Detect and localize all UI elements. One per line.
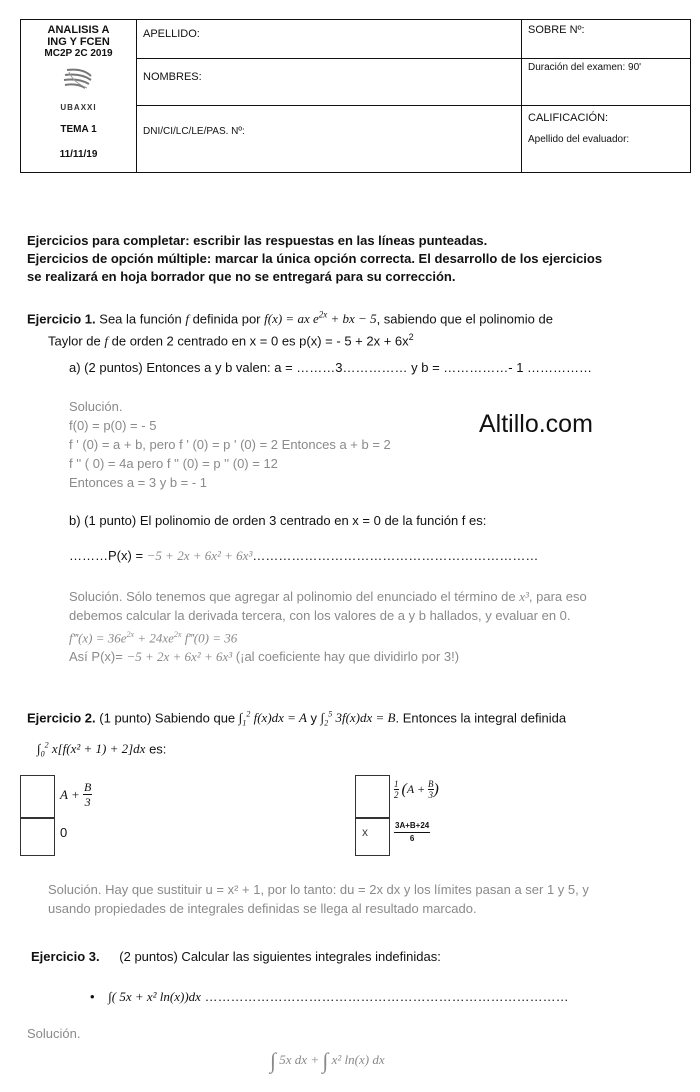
- sol-b-line-2: debemos calcular la derivada tercera, con los valores de a y b hallados, y evaluar en 0.: [69, 608, 571, 623]
- ej1-exp: 2: [408, 332, 414, 343]
- option-b-checkbox[interactable]: [355, 775, 390, 819]
- ej2-intro-c: . Entonces la integral definida: [395, 710, 567, 726]
- ej2-integral-b: $\int_2^5$ 3f(x)dx = B: [320, 710, 396, 728]
- sol-b-poly: −5 + 2x + 6x² + 6x³: [126, 649, 233, 665]
- exam-date: 11/11/19: [59, 149, 98, 160]
- option-d-numerator: 3A+B+24: [394, 820, 430, 833]
- dni-label: DNI/CI/LC/LE/PAS. Nº:: [143, 126, 245, 137]
- calificacion-cell[interactable]: [522, 106, 691, 173]
- duracion-cell: [522, 59, 691, 106]
- option-d-checkbox[interactable]: [355, 817, 390, 856]
- ej1-intro-l2b: de orden 2 centrado en x = 0 es p(x) = - 5 + 2x + 6x: [111, 333, 409, 349]
- sobre-label: SOBRE Nº:: [528, 24, 585, 36]
- option-b-label: $\frac{1}{2}$ (A + $\frac{B}{3}$ ): [394, 779, 439, 800]
- bullet-icon: •: [90, 989, 95, 1004]
- b-answer-math: −5 + 2x + 6x² + 6x³: [146, 548, 253, 563]
- watermark: Altillo.com: [479, 410, 593, 438]
- ej1-intro-c: , sabiendo que el polinomio de: [376, 311, 553, 327]
- tema: TEMA 1: [60, 124, 97, 135]
- option-c-label: 0: [60, 825, 68, 840]
- ej3-dots: …………………………………………………………………………: [204, 989, 569, 1004]
- option-a-checkbox[interactable]: [20, 775, 55, 819]
- course-line-1: ANALISIS A: [47, 24, 110, 36]
- ej1-solution-b: [69, 587, 679, 666]
- ejercicio-1-title: Ejercicio 1.: [27, 311, 96, 327]
- ejercicio-3-statement: [31, 949, 441, 964]
- sol-a-line-4: f '' ( 0) = 4a pero f '' (0) = p '' (0) = 12: [69, 456, 278, 471]
- ej1-part-a[interactable]: a) (2 puntos) Entonces a y b valen: a = ………3…………… y b = ……………- 1 ……………: [69, 360, 593, 375]
- ej1-intro-a: Sea la función: [99, 311, 182, 327]
- nombres-label: NOMBRES:: [143, 71, 202, 83]
- ej1-part-b: b) (1 punto) El polinomio de orden 3 centrado en x = 0 de la función f es:: [69, 513, 487, 528]
- sol-b-line-1b: , para eso: [528, 589, 587, 604]
- ej2-integral-a: $\int_1^2$ f(x)dx = A: [238, 710, 307, 728]
- ej2-target-integral: $\int_0^2$ x[f(x² + 1) + 2]dx: [37, 740, 146, 759]
- ubaxxi-logo-icon: [49, 66, 109, 98]
- ej3-item-1[interactable]: [90, 989, 569, 1005]
- ej1-part-b-answer[interactable]: [69, 548, 538, 564]
- instructions-line-1: Ejercicios para completar: escribir las respuestas en las líneas punteadas.: [27, 233, 488, 248]
- ej3-text: (2 puntos) Calcular las siguientes integrales indefinidas:: [119, 949, 441, 964]
- dni-cell[interactable]: [137, 106, 522, 173]
- sol-b-line-1: Solución. Sólo tenemos que agregar al polinomio del enunciado el término de: [69, 589, 516, 604]
- course-line-2: ING Y FCEN: [47, 36, 110, 48]
- sol-a-line-1: Solución.: [69, 399, 123, 414]
- duracion-label: Duración del examen: 90': [528, 62, 642, 73]
- option-d-denominator: 6: [409, 834, 415, 843]
- instructions: [27, 232, 677, 286]
- sol-b-line-4a: Así P(x)=: [69, 649, 123, 665]
- apellido-label: APELLIDO:: [143, 28, 200, 40]
- sol-a-line-2: f(0) = p(0) = - 5: [69, 418, 157, 433]
- option-d-label: [394, 820, 430, 845]
- b-answer-dots: …………………………………………………………: [252, 548, 539, 563]
- ej1-f-2: f: [104, 333, 108, 349]
- ubaxxi-logo: [49, 66, 109, 112]
- exam-header-table: [20, 19, 691, 173]
- b-answer-prefix: ………P(x) =: [69, 548, 147, 563]
- ejercicio-3-title: Ejercicio 3.: [31, 949, 100, 964]
- evaluador-label: Apellido del evaluador:: [528, 134, 630, 145]
- ejercicio-2-statement: [27, 704, 672, 766]
- ej2-intro-d: es:: [149, 741, 167, 757]
- nombres-cell[interactable]: [137, 59, 522, 106]
- ej3-solution-label: Solución.: [27, 1026, 81, 1041]
- ej1-intro-l2a: Taylor de: [48, 333, 101, 349]
- ej2-sol-line-1: Solución. Hay que sustituir u = x² + 1, por lo tanto: du = 2x dx y los límites pasan a ser 1 y 5, y: [48, 882, 589, 897]
- instructions-line-2: Ejercicios de opción múltiple: marcar la única opción correcta. El desarrollo de los ejercicios: [27, 251, 603, 266]
- ej3-solution-expr: ∫ 5x dx + ∫ x² ln(x) dx: [270, 1048, 385, 1073]
- ej1-function-def: f(x) = ax $e^{2x}$ + bx − 5: [264, 310, 377, 327]
- calificacion-label: CALIFICACIÓN:: [528, 112, 609, 124]
- ej2-intro-b: y: [310, 710, 318, 726]
- sol-b-line-4b: (¡al coeficiente hay que dividirlo por 3!): [235, 649, 460, 665]
- ejercicio-2-title: Ejercicio 2.: [27, 710, 96, 726]
- course-line-3: MC2P 2C 2019: [44, 48, 113, 59]
- ej2-intro-a: (1 punto) Sabiendo que: [99, 710, 236, 726]
- instructions-line-3: se realizará en hoja borrador que no se entregará para su corrección.: [27, 269, 456, 284]
- ejercicio-1-statement: [27, 306, 672, 351]
- ej2-sol-line-2: usando propiedades de integrales definidas se llega al resultado marcado.: [48, 901, 477, 916]
- ej3-integral: ∫( 5x + x² ln(x))dx: [108, 989, 201, 1004]
- logo-text: UBAXXI: [60, 103, 97, 112]
- option-a-label: A + $\frac{B}{3}$: [60, 780, 92, 809]
- ej1-solution-a: [69, 397, 489, 492]
- ej2-solution: [48, 880, 678, 918]
- apellido-cell[interactable]: [137, 20, 522, 59]
- course-cell: [21, 20, 137, 173]
- ej1-f: f: [185, 311, 189, 327]
- option-c-checkbox[interactable]: [20, 817, 55, 856]
- sol-a-line-5: Entonces a = 3 y b = - 1: [69, 475, 208, 490]
- sol-a-line-3: f ' (0) = a + b, pero f ' (0) = p ' (0) = 2 Entonces a + b = 2: [69, 437, 391, 452]
- sobre-cell[interactable]: [522, 20, 691, 59]
- option-d-mark: x: [362, 825, 368, 839]
- sol-b-x3: x³: [519, 589, 529, 604]
- ej1-intro-b: definida por: [192, 311, 261, 327]
- sol-b-line-3: f‴(x) = $36e^{2x} + 24xe^{2x}$ f‴(0) = 36: [69, 630, 238, 646]
